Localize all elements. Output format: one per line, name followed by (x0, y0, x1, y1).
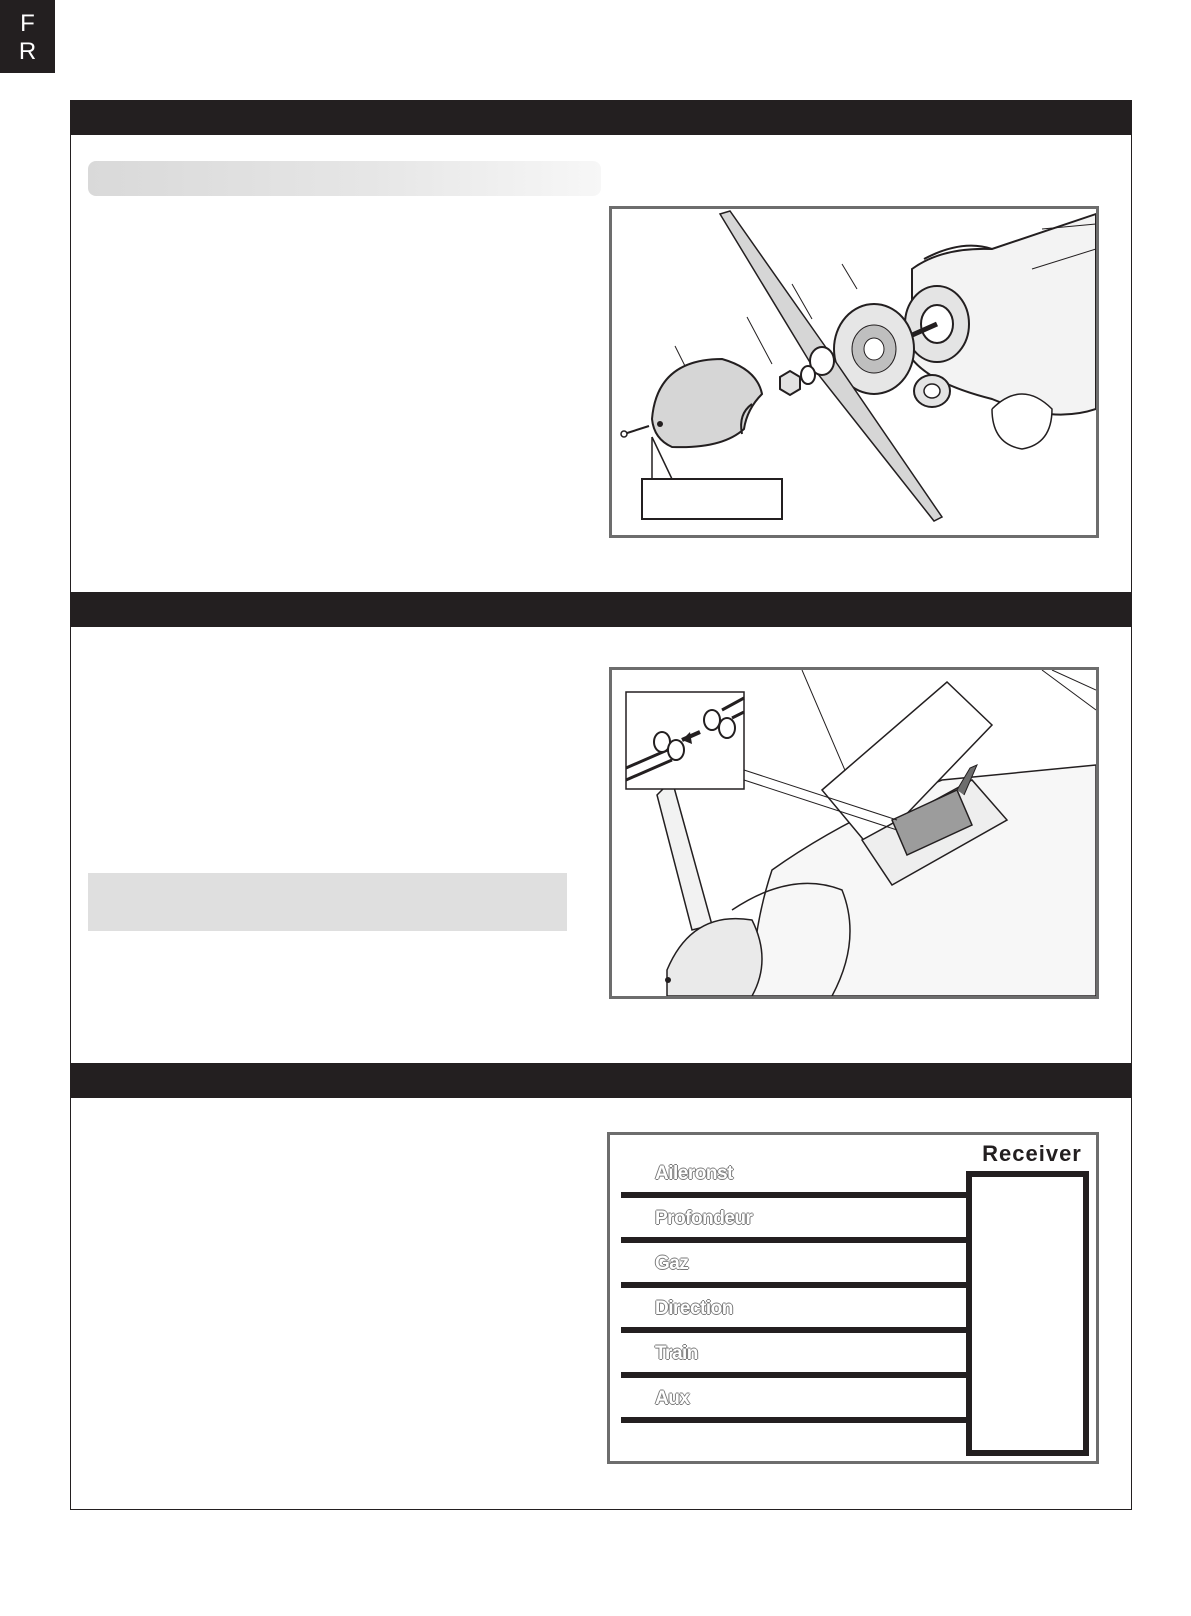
language-tab-letter-2: R (18, 38, 37, 65)
channel-label-rudder: Direction (655, 1298, 733, 1319)
channel-lead-aux (621, 1417, 966, 1423)
receiver-wiring-figure (607, 1132, 1099, 1464)
channel-label-gear: Train (655, 1343, 698, 1364)
propeller-illustration (612, 209, 1096, 535)
channel-lead-ailerons (621, 1192, 966, 1198)
section-header-bar-2 (70, 592, 1132, 627)
note-box (88, 873, 567, 931)
channel-label-aux: Aux (655, 1388, 690, 1409)
channel-lead-elevator (621, 1237, 966, 1243)
channel-label-elevator: Profondeur (655, 1208, 753, 1229)
section-header-bar-3 (70, 1063, 1132, 1098)
receiver-box (966, 1171, 1089, 1456)
channel-label-ailerons: Aileronst (655, 1163, 733, 1184)
subheading-bar (88, 161, 601, 196)
channel-label-throttle: Gaz (655, 1253, 689, 1274)
battery-illustration (612, 670, 1096, 996)
channel-lead-gear (621, 1372, 966, 1378)
receiver-title: Receiver (982, 1141, 1082, 1166)
battery-install-figure (609, 667, 1099, 999)
language-tab-letter-1: F (20, 10, 35, 37)
section-header-bar-1 (70, 100, 1132, 135)
language-tab (0, 0, 55, 73)
propeller-install-figure (609, 206, 1099, 538)
channel-lead-throttle (621, 1282, 966, 1288)
channel-lead-rudder (621, 1327, 966, 1333)
